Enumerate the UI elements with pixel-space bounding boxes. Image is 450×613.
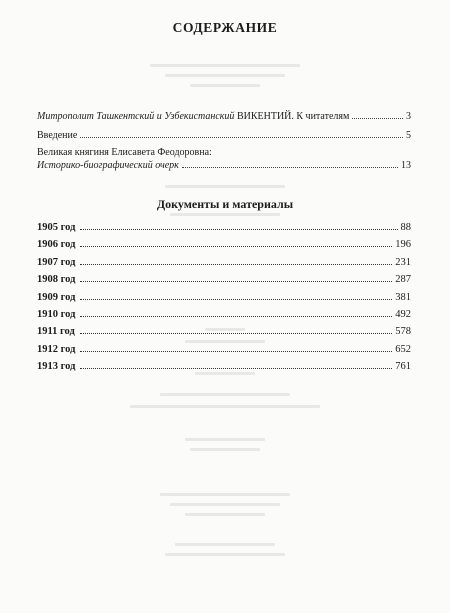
toc-entry-year[interactable] [37, 222, 411, 239]
toc-entry-introduction[interactable] [37, 130, 411, 141]
toc-entry-year[interactable] [37, 344, 411, 361]
contents-heading: СОДЕРЖАНИЕ [172, 20, 278, 35]
year-page-number: 231 [395, 256, 411, 268]
dot-leader [182, 167, 398, 168]
year-label: 1905 год [37, 222, 76, 233]
dot-leader [80, 316, 392, 317]
year-entry-list [37, 222, 411, 379]
toc-entry-year[interactable] [37, 239, 411, 256]
toc-entry-year[interactable] [37, 309, 411, 326]
toc-entry-essay-label: Историко-биографический очерк [37, 160, 179, 171]
toc-entry-foreword-label: Митрополит Ташкентский и Узбекистанский ВИКЕНТИЙ. К читателям [37, 111, 350, 122]
year-label: 1908 год [37, 274, 76, 286]
toc-entry-year[interactable] [37, 257, 411, 274]
year-page-number: 492 [395, 308, 411, 320]
toc-entry-foreword-page: 3 [406, 111, 411, 122]
dot-leader [80, 299, 392, 300]
year-label: 1913 год [37, 361, 76, 373]
year-label: 1910 год [37, 308, 76, 320]
dot-leader [352, 118, 403, 119]
year-page-number: 88 [400, 222, 411, 233]
toc-entry-essay-line1: Великая княгиня Елисавета Феодоровна: [37, 147, 212, 158]
dot-leader [80, 264, 392, 265]
year-page-number: 761 [395, 361, 411, 373]
toc-entry-introduction-page: 5 [406, 130, 411, 141]
toc-entry-introduction-label: Введение [37, 130, 78, 141]
year-page-number: 578 [395, 326, 411, 338]
dot-leader [80, 229, 397, 230]
toc-entry-year[interactable] [37, 292, 411, 309]
dot-leader [80, 351, 392, 352]
year-page-number: 652 [395, 343, 411, 355]
year-label: 1906 год [37, 239, 76, 251]
toc-entry-year[interactable] [37, 326, 411, 343]
year-label: 1907 год [37, 256, 76, 268]
dot-leader [80, 281, 392, 282]
dot-leader [80, 368, 392, 369]
section-heading-documents: Документы и материалы [156, 197, 294, 211]
toc-entry-year[interactable] [37, 274, 411, 291]
dot-leader [80, 246, 392, 247]
dot-leader [80, 333, 392, 334]
year-label: 1909 год [37, 291, 76, 303]
year-page-number: 287 [395, 274, 411, 286]
year-label: 1911 год [37, 326, 75, 338]
toc-entry-essay-page: 13 [401, 160, 411, 171]
toc-entry-foreword[interactable] [37, 111, 411, 122]
toc-entry-essay[interactable] [37, 160, 411, 171]
dot-leader [80, 137, 403, 138]
year-label: 1912 год [37, 343, 76, 355]
year-page-number: 196 [395, 239, 411, 251]
year-page-number: 381 [395, 291, 411, 303]
toc-entry-year[interactable] [37, 361, 411, 378]
